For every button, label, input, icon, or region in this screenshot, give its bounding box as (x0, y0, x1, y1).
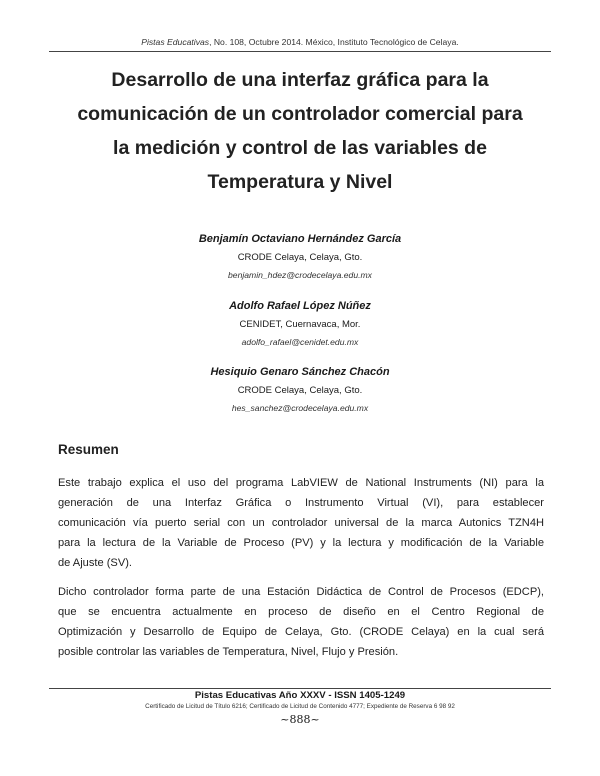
author-block (0, 365, 600, 414)
header-divider (49, 51, 551, 52)
footer-divider (49, 688, 551, 689)
title-line: comunicación de un controlador comercial para (77, 103, 523, 125)
author-block (0, 232, 600, 281)
paragraph-line: Dicho controlador forma parte de una Estación Didáctica de Control de Procesos (EDCP), (58, 586, 544, 598)
page-number: ~888~ (280, 713, 320, 726)
footer-journal-issn: Pistas Educativas Año XXXV - ISSN 1405-1249 (194, 690, 406, 701)
footer-certificates: Certificado de Licitud de Título 6216; Certificado de Licitud de Contenido 4777; Expediente de Reserva 6 98 92 (145, 703, 455, 710)
paragraph-line: de Ajuste (SV). (58, 557, 132, 569)
running-header (0, 37, 600, 47)
paper-title (50, 63, 550, 199)
section-heading-resumen: Resumen (58, 442, 119, 457)
paragraph-line: para la lectura de la Variable de Proceso (PV) y la lectura y modificación de la Variable (58, 537, 544, 549)
paragraph-line: posible controlar las variables de Temperatura, Nivel, Flujo y Presión. (58, 646, 399, 658)
paragraph-line: que se encuentra actualmente en proceso de diseño en el Centro Regional de (58, 606, 544, 618)
author-name: Hesiquio Genaro Sánchez Chacón (210, 366, 390, 378)
title-line: la medición y control de las variables de (113, 137, 487, 159)
author-name: Benjamín Octaviano Hernández García (198, 233, 402, 245)
paragraph-line: Este trabajo explica el uso del programa LabVIEW de National Instruments (NI) para la (58, 477, 544, 489)
paragraph-line: generación de una Interfaz Gráfica o Instrumento Virtual (VI), para establecer (58, 497, 544, 509)
header-journal-name: Pistas Educativas (141, 37, 210, 47)
paragraph-line: comunicación vía puerto serial con un controlador universal de la marca Autonics TZN4H (58, 517, 544, 529)
paragraph-line: Optimización y Desarrollo de Equipo de Celaya, Gto. (CRODE Celaya) en la cual será (58, 626, 544, 638)
author-affiliation: CRODE Celaya, Celaya, Gto. (237, 385, 363, 396)
author-name: Adolfo Rafael López Núñez (229, 300, 371, 312)
author-email: adolfo_rafael@cenidet.edu.mx (241, 337, 359, 347)
title-line: Temperatura y Nivel (207, 171, 393, 193)
header-issue-info: , No. 108, Octubre 2014. México, Instituto Tecnológico de Celaya. (209, 37, 459, 47)
author-email: benjamin_hdez@crodecelaya.edu.mx (228, 270, 372, 280)
author-email: hes_sanchez@crodecelaya.edu.mx (231, 403, 369, 413)
abstract-paragraph (58, 473, 544, 573)
abstract-paragraph (58, 582, 544, 662)
author-affiliation: CENIDET, Cuernavaca, Mor. (239, 319, 361, 330)
author-block (0, 299, 600, 348)
title-line: Desarrollo de una interfaz gráfica para la (111, 69, 489, 91)
author-affiliation: CRODE Celaya, Celaya, Gto. (237, 252, 363, 263)
